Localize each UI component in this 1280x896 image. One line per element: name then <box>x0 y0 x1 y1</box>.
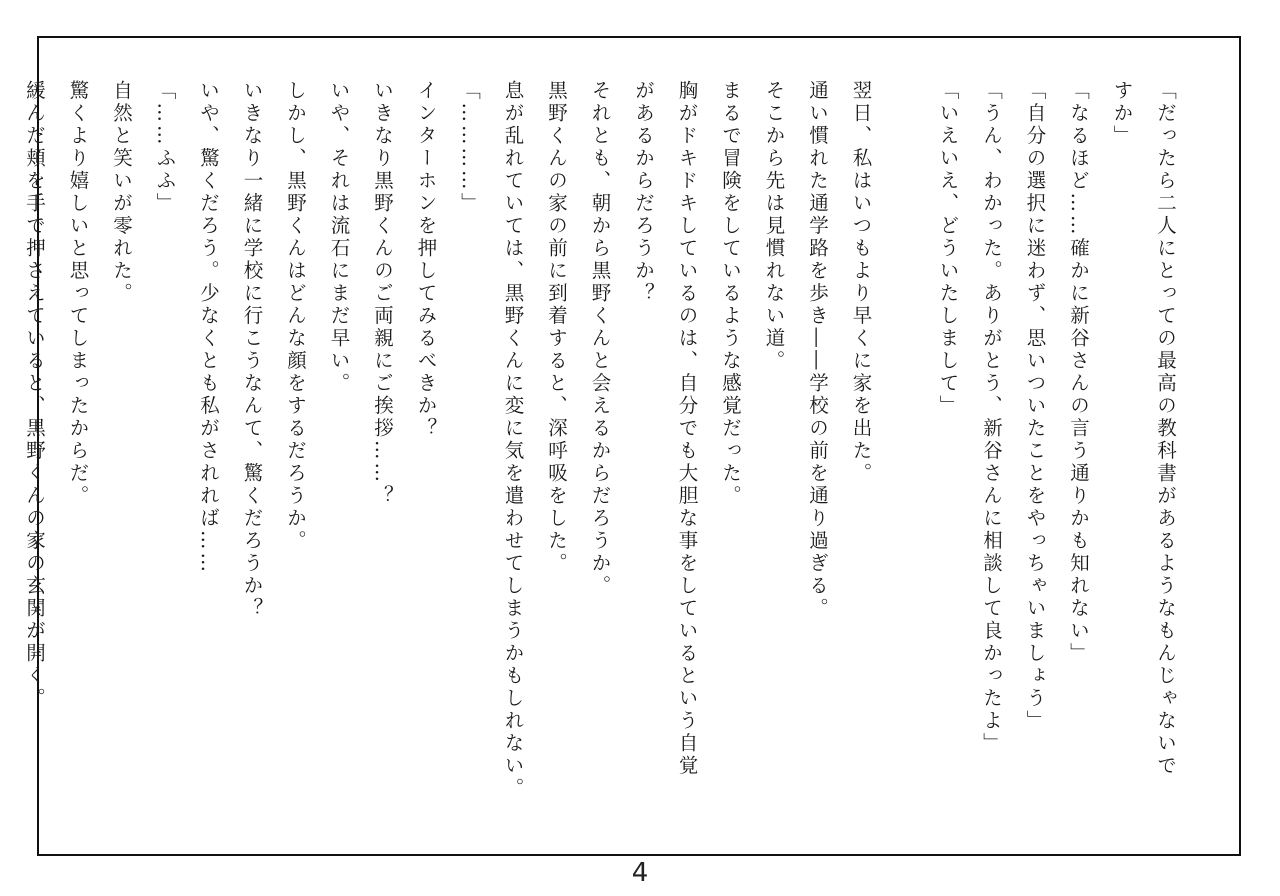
text-line: いきなり一緒に学校に行こうなんて、驚くだろうか？ <box>240 80 264 620</box>
text-line: 「…………」 <box>458 80 481 215</box>
text-line: しかし、黒野くんはどんな顔をするだろうか。 <box>284 80 307 553</box>
text-line: 自然と笑いが零れた。 <box>110 80 133 305</box>
text-line: 胸がドキドキしているのは、自分でも大胆な事をしているという自覚 <box>675 80 699 778</box>
text-line: インターホンを押してみるべきか？ <box>414 80 438 440</box>
text-line: そこから先は見慣れない道。 <box>762 80 786 373</box>
text-line: すか」 <box>1110 80 1134 148</box>
text-line: 「自分の選択に迷わず、思いついたことをやっちゃいましょう」 <box>1023 80 1047 733</box>
text-line: があるからだろうか？ <box>632 80 655 305</box>
text-line: 驚くより嬉しいと思ってしまったからだ。 <box>66 80 90 508</box>
text-line: 「うん、わかった。ありがとう、新谷さんに相談して良かったよ」 <box>980 80 1003 755</box>
text-line: 「……ふふ」 <box>153 80 177 215</box>
page-number: 4 <box>631 858 649 888</box>
vertical-text-body <box>13 80 1188 880</box>
page-frame <box>23 36 1241 856</box>
text-line: 緩んだ頬を手で押さえていると、黒野くんの家の玄関が開く。 <box>23 80 46 710</box>
text-line: まるで冒険をしているような感覚だった。 <box>719 80 742 508</box>
text-line: 「だったら二人にとっての最高の教科書があるようなもんじゃないで <box>1154 80 1177 778</box>
text-line: 通い慣れた通学路を歩き――学校の前を通り過ぎる。 <box>806 80 829 620</box>
text-line: いや、それは流石にまだ早い。 <box>327 80 351 395</box>
text-line: 「いえいえ、どういたしまして」 <box>936 80 960 418</box>
text-line: 「なるほど……確かに新谷さんの言う通りかも知れない」 <box>1067 80 1090 665</box>
text-line: それとも、朝から黒野くんと会えるからだろうか。 <box>588 80 612 598</box>
blank-line <box>883 80 927 880</box>
text-line: 黒野くんの家の前に到着すると、深呼吸をした。 <box>545 80 568 575</box>
text-line: 翌日、私はいつもより早くに家を出た。 <box>849 80 873 485</box>
text-line: いきなり黒野くんのご両親にご挨拶……？ <box>371 80 394 508</box>
text-line: いや、驚くだろう。少なくとも私がされれば…… <box>197 80 220 575</box>
text-line: 息が乱れていては、黒野くんに変に気を遣わせてしまうかもしれない。 <box>501 80 525 800</box>
